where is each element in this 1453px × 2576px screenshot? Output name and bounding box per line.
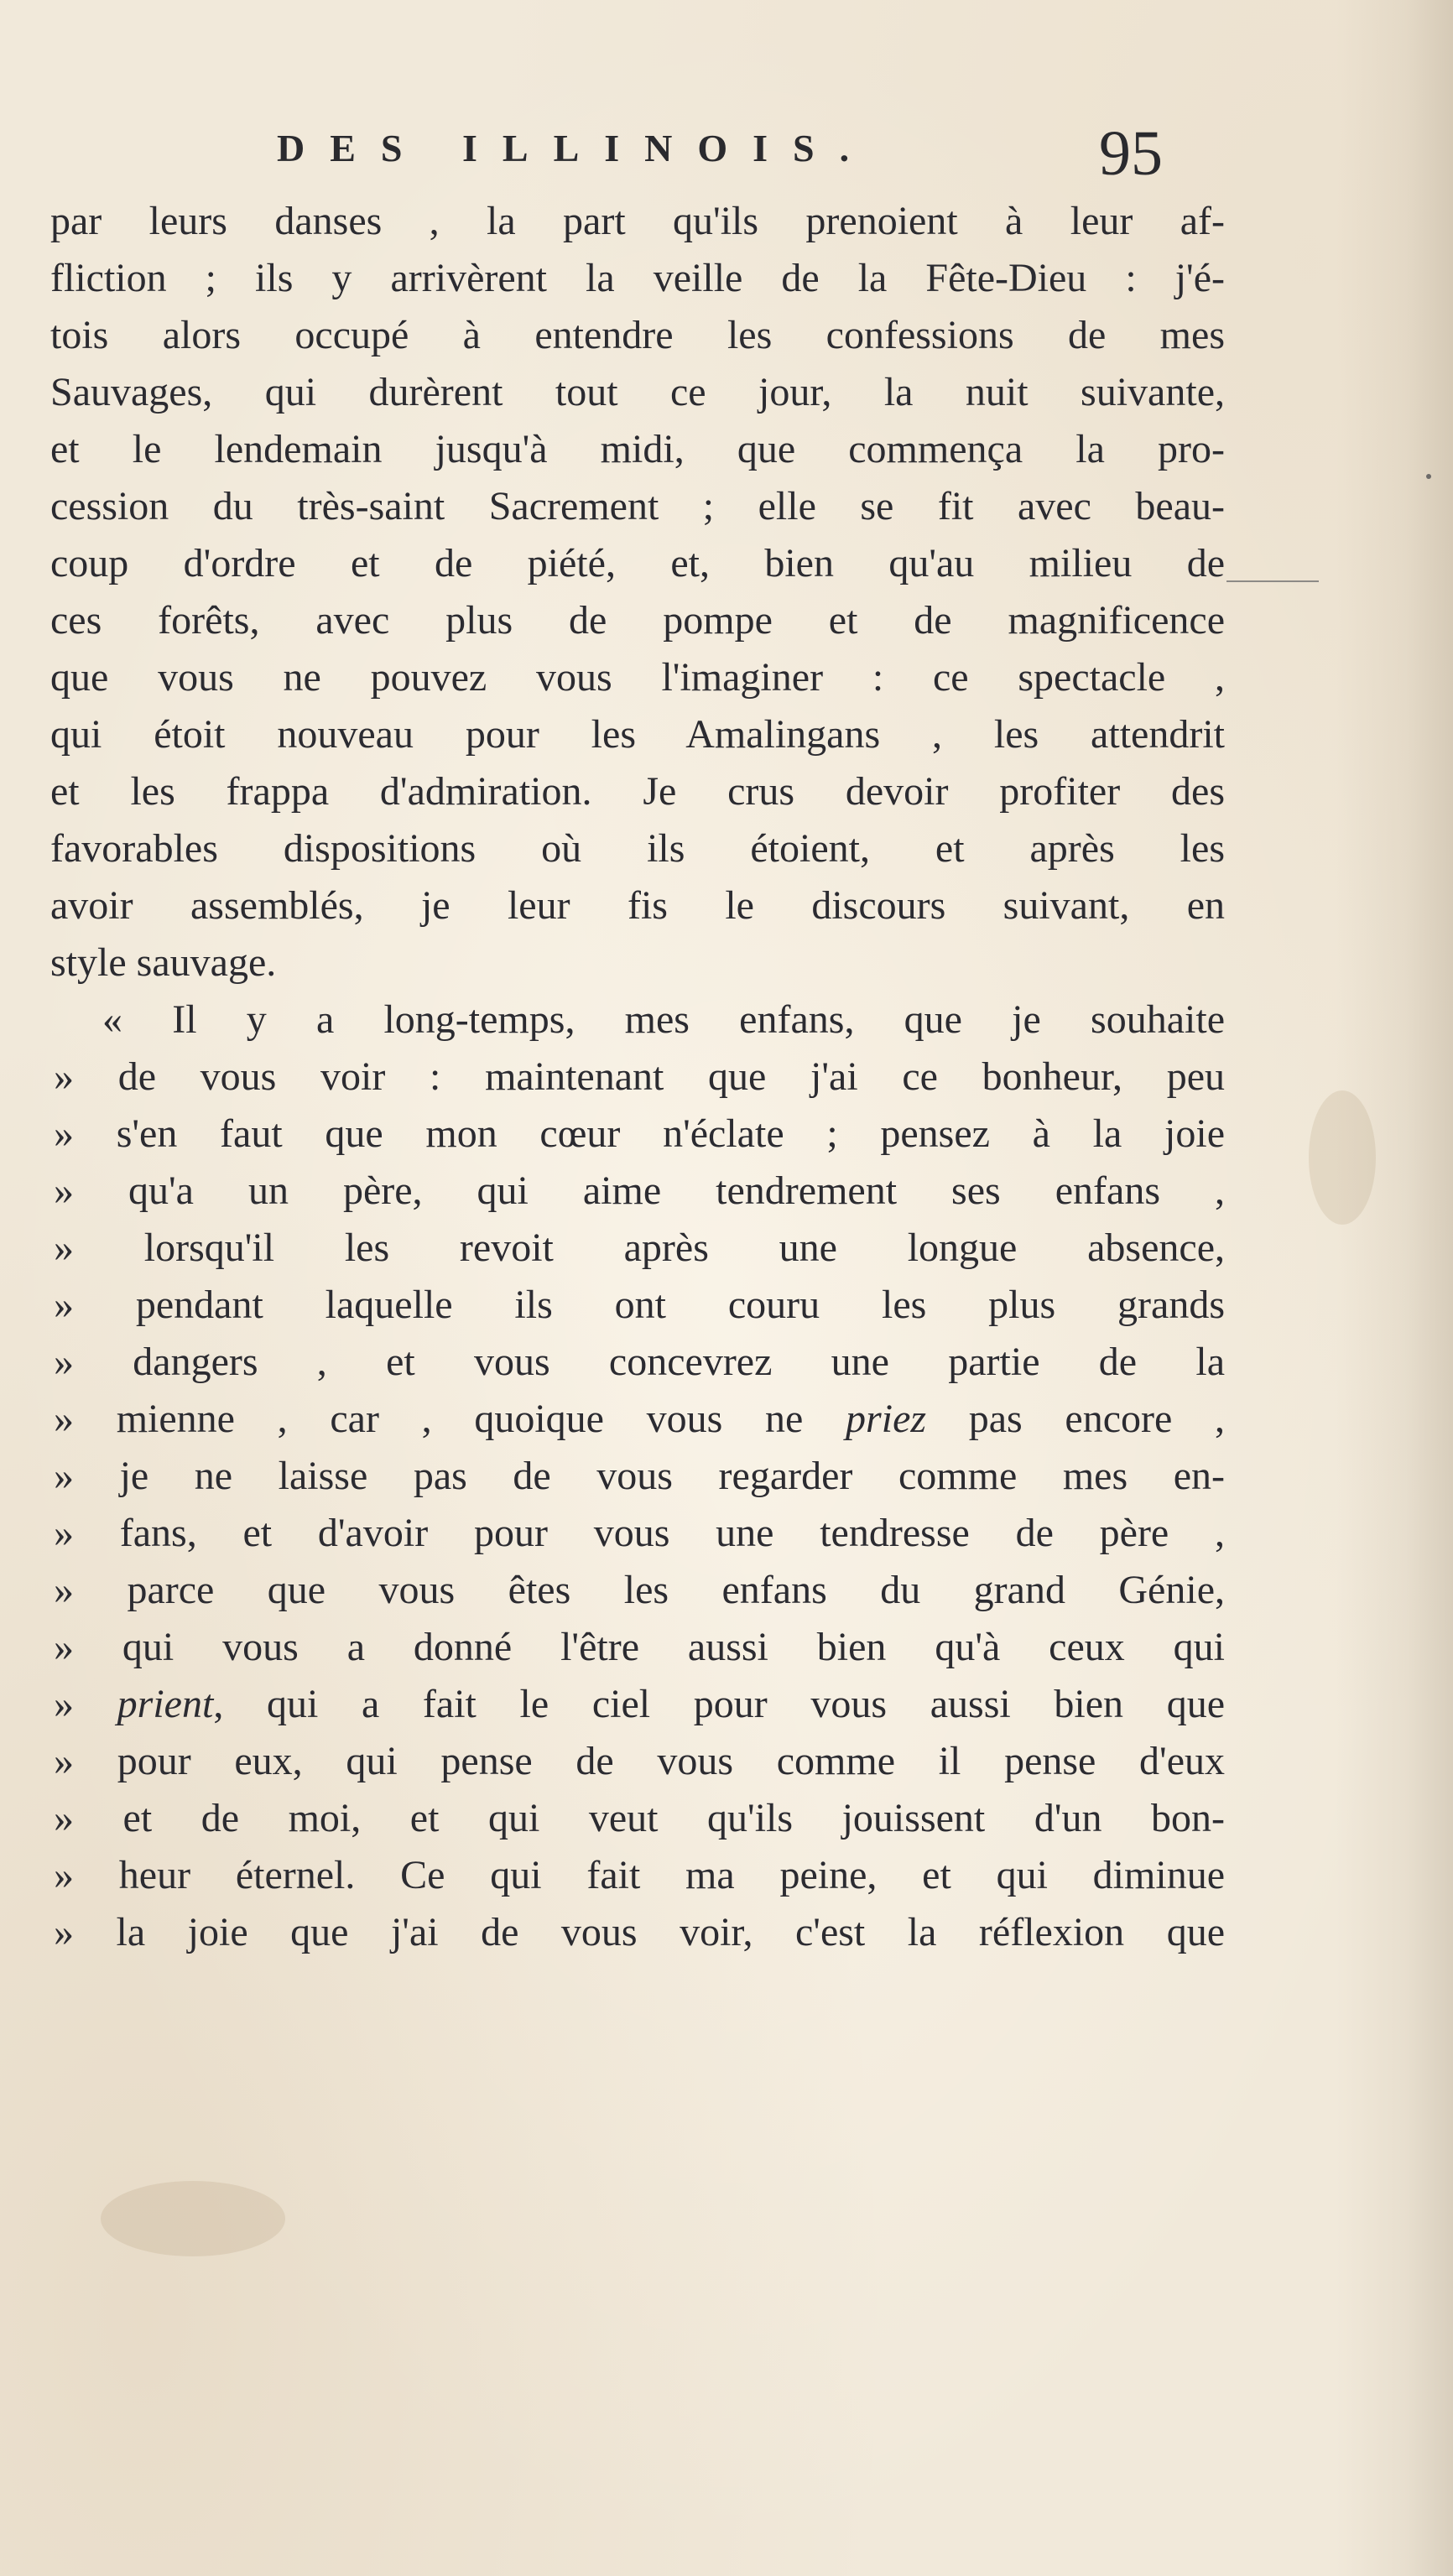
- quote-line: » pour eux, qui pense de vous comme il pense d'eux: [54, 1739, 1225, 1783]
- quote-line: » la joie que j'ai de vous voir, c'est la réflexion que: [54, 1910, 1225, 1954]
- margin-dot: [1426, 474, 1431, 479]
- quote-line: » qu'a un père, qui aime tendrement ses enfans ,: [54, 1168, 1225, 1213]
- quote-line: » je ne laisse pas de vous regarder comme mes en-: [54, 1454, 1225, 1498]
- italic-word: priez: [846, 1397, 927, 1441]
- text-line: tois alors occupé à entendre les confessions de mes: [50, 313, 1225, 357]
- quote-line: » et de moi, et qui veut qu'ils jouissent d'un bon-: [54, 1796, 1225, 1840]
- paper-stain: [1309, 1090, 1376, 1225]
- quote-line: » qui vous a donné l'être aussi bien qu'à ceux qui: [54, 1625, 1225, 1669]
- text-line: Sauvages, qui durèrent tout ce jour, la nuit suivante,: [50, 370, 1225, 414]
- quote-line: » lorsqu'il les revoit après une longue absence,: [54, 1226, 1225, 1270]
- paper-stain: [101, 2181, 285, 2256]
- text-line: cession du très-saint Sacrement ; elle se fit avec beau-: [50, 484, 1225, 528]
- quote-line-lead: »: [54, 1682, 117, 1726]
- page-number: 95: [1099, 118, 1163, 189]
- running-head: DES ILLINOIS.: [277, 127, 875, 169]
- quote-line: [50, 1391, 1225, 1448]
- quote-line: » de vous voir : maintenant que j'ai ce bonheur, peu: [54, 1054, 1225, 1099]
- italic-word: prient: [117, 1682, 214, 1726]
- text-line: fliction ; ils y arrivèrent la veille de la Fête-Dieu : j'é-: [50, 256, 1225, 300]
- quote-line: » fans, et d'avoir pour vous une tendresse de père ,: [54, 1511, 1225, 1555]
- text-line: que vous ne pouvez vous l'imaginer : ce spectacle ,: [50, 655, 1225, 700]
- text-line: style sauvage.: [50, 940, 277, 985]
- quote-line-lead: » mienne , car , quoique vous ne: [54, 1397, 846, 1441]
- page-edge-shadow: [1336, 0, 1453, 2576]
- quote-line: » pendant laquelle ils ont couru les plus grands: [54, 1283, 1225, 1327]
- quote-line: » parce que vous êtes les enfans du grand Génie,: [54, 1568, 1225, 1612]
- quote-line: » heur éternel. Ce qui fait ma peine, et qui diminue: [54, 1853, 1225, 1897]
- text-line: coup d'ordre et de piété, et, bien qu'au milieu de: [50, 541, 1225, 585]
- text-line: favorables dispositions où ils étoient, et après les: [50, 826, 1225, 871]
- text-line: qui étoit nouveau pour les Amalingans , les attendrit: [50, 712, 1225, 757]
- quote-line: « Il y a long-temps, mes enfans, que je souhaite: [102, 997, 1225, 1042]
- quote-line-tail: , qui a fait le ciel pour vous aussi bien que: [213, 1682, 1225, 1726]
- text-line: avoir assemblés, je leur fis le discours suivant, en: [50, 883, 1225, 928]
- quote-line-tail: pas encore ,: [926, 1397, 1226, 1441]
- text-line: ces forêts, avec plus de pompe et de magnificence: [50, 598, 1225, 643]
- quote-line: [50, 1676, 1225, 1733]
- text-line: et les frappa d'admiration. Je crus devoir profiter des: [50, 769, 1225, 814]
- quote-line: » dangers , et vous concevrez une partie de la: [54, 1340, 1225, 1384]
- text-line: par leurs danses , la part qu'ils prenoient à leur af-: [50, 199, 1225, 243]
- text-line: et le lendemain jusqu'à midi, que commença la pro-: [50, 427, 1225, 471]
- body-text: [50, 193, 1225, 1961]
- margin-mark: [1226, 580, 1319, 582]
- quote-line: » s'en faut que mon cœur n'éclate ; pensez à la joie: [54, 1111, 1225, 1156]
